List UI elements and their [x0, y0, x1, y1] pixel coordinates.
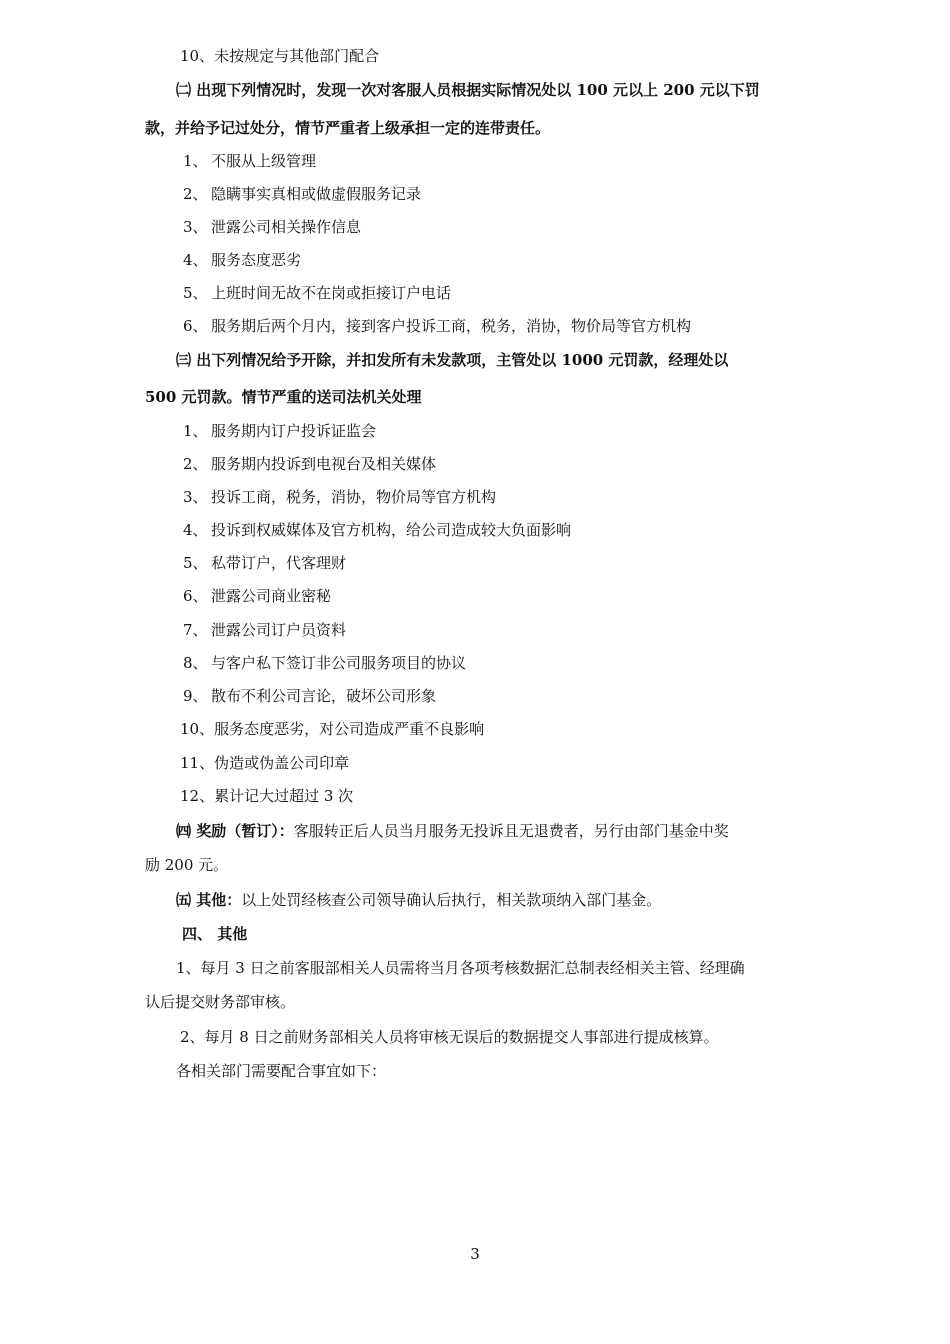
item-number: 2、	[183, 455, 208, 473]
section3-item-3	[183, 487, 496, 507]
item-text: 泄露公司相关操作信息	[211, 218, 362, 236]
item-text: 泄露公司商业密秘	[211, 587, 332, 605]
item-number: 4、	[183, 521, 208, 539]
section2-item-6	[183, 316, 691, 336]
page-number: 3	[470, 1245, 480, 1263]
section5-line	[176, 890, 661, 910]
section5-label: ㈤ 其他：	[176, 891, 242, 909]
item-number: 8、	[183, 654, 208, 672]
section3-item-5	[183, 553, 346, 573]
part4-paragraph2: 2、每月 8 日之前财务部相关人员将审核无误后的数据提交人事部进行提成核算。	[180, 1028, 719, 1046]
section3-item-6	[183, 586, 331, 606]
item-text: 服务态度恶劣	[211, 251, 302, 269]
item-text: 服务期内投诉到电视台及相关媒体	[211, 455, 437, 473]
section3-item-8	[183, 653, 466, 673]
section2-item-5	[183, 283, 451, 303]
item-number: 6、	[183, 317, 208, 335]
item-number: 4、	[183, 251, 208, 269]
item-number: 2、	[183, 185, 208, 203]
item-text: 投诉工商，税务，消协，物价局等官方机构	[211, 488, 497, 506]
item-text: 散布不利公司言论，破坏公司形象	[211, 687, 437, 705]
section3-item-11: 11、伪造或伪盖公司印章	[180, 754, 350, 772]
item-text: 服务期内订户投诉证监会	[211, 422, 377, 440]
item-number: 1、	[183, 152, 208, 170]
item-number: 1、	[183, 422, 208, 440]
part4-paragraph1-line1: 1、每月 3 日之前客服部相关人员需将当月各项考核数据汇总制表经相关主管、经理确	[176, 959, 745, 977]
section3-item-10: 10、服务态度恶劣，对公司造成严重不良影响	[180, 720, 485, 738]
section2-heading-line2: 款，并给予记过处分，情节严重者上级承担一定的连带责任。	[145, 119, 551, 137]
item-number: 5、	[183, 284, 208, 302]
item-number: 5、	[183, 554, 208, 572]
section3-item-1	[183, 421, 376, 441]
item-text: 服务期后两个月内，接到客户投诉工商，税务，消协，物价局等官方机构	[211, 317, 692, 335]
part4-heading: 四、 其他	[182, 925, 248, 943]
item-text: 泄露公司订户员资料	[211, 621, 347, 639]
part4-paragraph3: 各相关部门需要配合事宜如下：	[176, 1062, 387, 1080]
section3-item-9	[183, 686, 436, 706]
item-text: 投诉到权威媒体及官方机构，给公司造成较大负面影响	[211, 521, 572, 539]
section3-heading-line2: 500 元罚款。情节严重的送司法机关处理	[145, 388, 422, 406]
section3-item-4	[183, 520, 571, 540]
section2-item-4	[183, 250, 301, 270]
section3-item-7	[183, 620, 346, 640]
item-number: 3、	[183, 488, 208, 506]
item-number: 3、	[183, 218, 208, 236]
rule-item-10: 10、未按规定与其他部门配合	[180, 47, 380, 65]
section4-line2: 励 200 元。	[145, 856, 229, 874]
section4-text: 客服转正后人员当月服务无投诉且无退费者，另行由部门基金中奖	[293, 822, 729, 840]
item-text: 隐瞒事实真相或做虚假服务记录	[211, 185, 422, 203]
section3-item-2	[183, 454, 436, 474]
section2-item-3	[183, 217, 361, 237]
item-number: 6、	[183, 587, 208, 605]
item-text: 不服从上级管理	[211, 152, 317, 170]
item-text: 上班时间无故不在岗或拒接订户电话	[211, 284, 452, 302]
item-text: 私带订户，代客理财	[211, 554, 347, 572]
item-number: 9、	[183, 687, 208, 705]
section4-line1	[176, 821, 729, 841]
section5-text: 以上处罚经核查公司领导确认后执行，相关款项纳入部门基金。	[241, 891, 662, 909]
item-number: 7、	[183, 621, 208, 639]
section2-item-1	[183, 151, 316, 171]
section2-item-2	[183, 184, 421, 204]
section4-label: ㈣ 奖励（暂订）：	[176, 822, 294, 840]
section3-item-12: 12、累计记大过超过 3 次	[180, 787, 354, 805]
section2-heading-line1: ㈡ 出现下列情况时，发现一次对客服人员根据实际情况处以 100 元以上 200 元以下罚	[176, 81, 760, 99]
section3-heading-line1: ㈢ 出下列情况给予开除，并扣发所有未发款项，主管处以 1000 元罚款，经理处以	[176, 351, 729, 369]
part4-paragraph1-line2: 认后提交财务部审核。	[145, 993, 296, 1011]
item-text: 与客户私下签订非公司服务项目的协议	[211, 654, 467, 672]
